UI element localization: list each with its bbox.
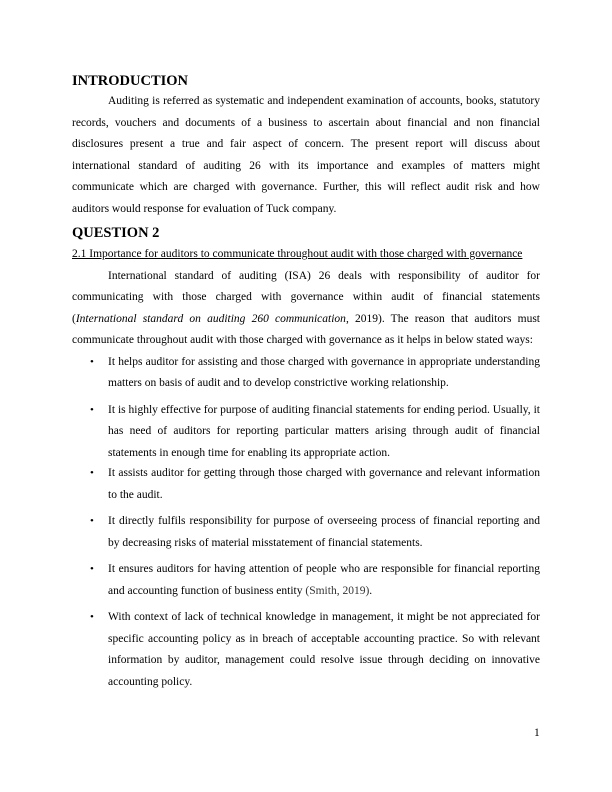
bullet-icon: • (90, 467, 94, 479)
bullet-item-3 (72, 463, 540, 506)
bullet-text: It directly fulfils responsibility for purpose of overseeing process of financial reporting and by decreasing risks of material misstatement of financial statements. (108, 515, 540, 549)
isa-citation-title: International standard on auditing 260 communication (75, 312, 346, 325)
bullet-text: It helps auditor for assisting and those charged with governance in appropriate understanding matters on basis of audit and to develop constrictive working relationship. (108, 355, 540, 389)
bullet-icon: • (90, 611, 94, 623)
page-number: 1 (534, 727, 540, 739)
bullet-icon: • (90, 563, 94, 575)
bullet-item-1 (72, 352, 540, 395)
bullet-text: With context of lack of technical knowledge in management, it might be not appreciated for specific accounting policy as in breach of acceptable accounting practice. So with relevant information by auditor, management could resolve issue through deciding on innovative accounting policy. (108, 611, 540, 688)
smith-citation: (Smith, 2019) (305, 584, 370, 597)
bullet-icon: • (90, 515, 94, 527)
page-content (72, 71, 540, 693)
bullet-icon: • (90, 355, 94, 368)
importance-bullet-list (72, 352, 540, 694)
bullet-text-end: . (369, 584, 373, 597)
section-2-1-subheading: 2.1 Importance for auditors to communicate throughout audit with those charged with governance (72, 248, 523, 260)
bullet-item-4 (72, 511, 540, 554)
bullet-item-6 (72, 607, 540, 693)
bullet-item-2 (72, 400, 540, 465)
isa-paragraph-text-2: , 2019). The reason that auditors must communicate throughout audit with those charged with governance as it helps in below stated ways: (72, 312, 540, 346)
isa-paragraph (72, 266, 540, 352)
bullet-item-5 (72, 559, 540, 602)
question-2-heading: QUESTION 2 (72, 225, 160, 241)
bullet-text: It assists auditor for getting through those charged with governance and relevant information to the audit. (108, 467, 540, 501)
introduction-paragraph: Auditing is referred as systematic and independent examination of accounts, books, statutory records, vouchers and documents of a business to ascertain about financial and non financial disclosures present a true and fair aspect of concern. The present report will discuss about international standard of auditing 26 with its importance and examples of matters might communicate which are charged with governance. Further, this will reflect audit risk and how auditors would response for evaluation of Tuck company. (72, 95, 540, 215)
bullet-text: It ensures auditors for having attention of people who are responsible for financial reporting and accounting function of business entity (108, 563, 540, 597)
bullet-icon: • (90, 403, 94, 416)
isa-paragraph-text-1: International standard of auditing (ISA) 26 deals with responsibility of auditor for communicating with those charged with governance within audit of financial statements ( (72, 269, 540, 325)
introduction-heading: INTRODUCTION (72, 73, 189, 89)
bullet-text: It is highly effective for purpose of auditing financial statements for ending period. Usually, it has need of auditors for reporting particular matters arising through audit of financial statements in enough time for enabling its appropriate action. (108, 403, 540, 459)
